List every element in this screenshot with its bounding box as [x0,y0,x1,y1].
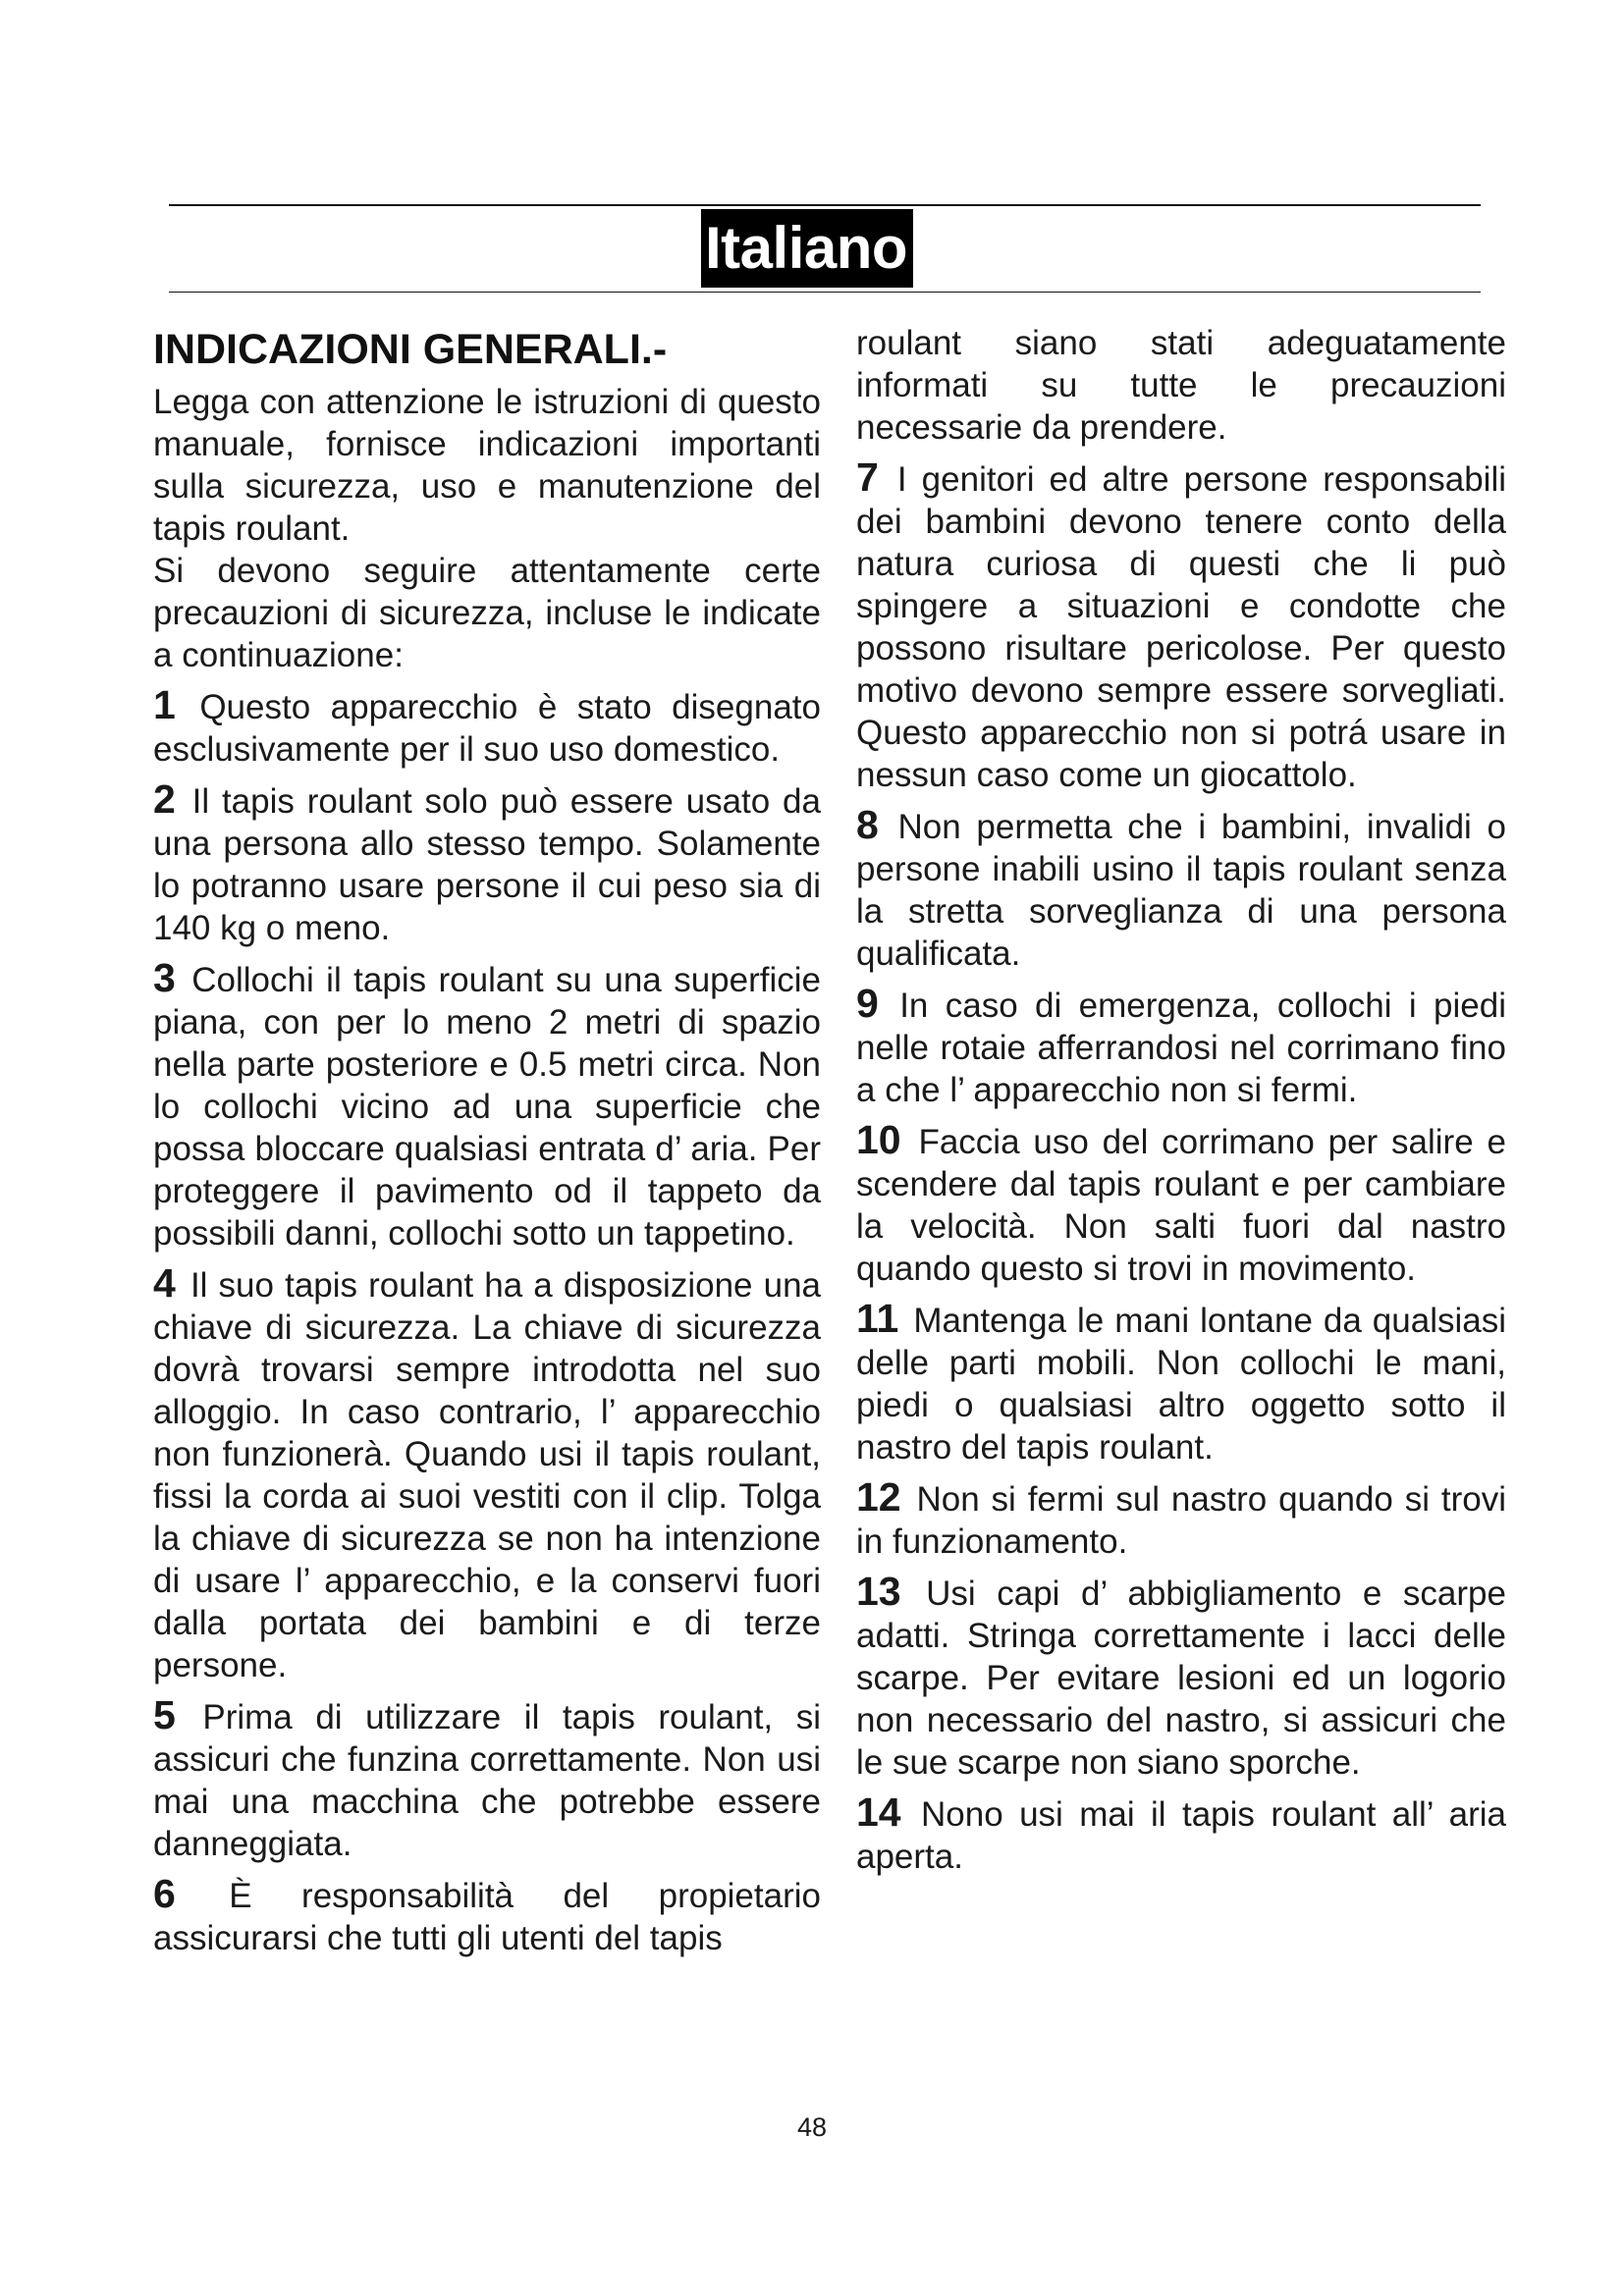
list-item [856,1791,1506,1878]
item-text: I genitori ed altre persone responsabili dei bambini devono tenere conto della natura curiosa di questi che li può spingere a situazioni e condotte che possono risultare pericolose. Per questo motivo devono sempre essere sorvegliati. Questo apparecchio non si potrá usare in nessun caso come un giocattolo. [856,460,1506,794]
item-number: 10 [856,1117,901,1162]
list-item [856,1571,1506,1784]
list-item [856,983,1506,1111]
item-continuation: roulant siano stati adeguatamente informati su tutte le precauzioni necessarie da prendere. [856,324,1506,447]
item-text: Usi capi d’ abbigliamento e scarpe adatti. Stringa correttamente i lacci delle scarpe. Per evitare lesioni ed un logorio non necessario del nastro, si assicuri che le sue scarpe non siano sporche. [856,1575,1506,1782]
list-item [856,1298,1506,1468]
item-text: Questo apparecchio è stato disegnato esclusivamente per il suo uso domestico. [153,688,821,769]
item-text: Non permetta che i bambini, invalidi o persone inabili usino il tapis roulant senza la stretta sorveglianza di una persona qualificata. [856,808,1506,973]
item-number: 9 [856,981,879,1026]
item-text: Non si fermi sul nastro quando si trovi in funzionamento. [856,1480,1506,1561]
list-item [153,778,821,949]
header-rule-bottom [169,292,1481,293]
item-number: 2 [153,776,176,822]
header-rule-top [169,204,1481,206]
item-number: 4 [153,1260,176,1306]
list-item [153,1873,821,1959]
item-text: Il tapis roulant solo può essere usato da una persona allo stesso tempo. Solamente lo potranno usare persone il cui peso sia di 140 kg o meno. [153,782,821,947]
item-number: 5 [153,1692,176,1737]
item-number: 13 [856,1569,901,1614]
list-item [153,957,821,1255]
language-title: Italiano [701,209,913,288]
item-number: 11 [856,1296,899,1341]
intro-paragraph: Legga con attenzione le istruzioni di questo manuale, fornisce indicazioni importanti sulla sicurezza, uso e manutenzione del tapis roulant. [153,383,821,548]
item-text: Collochi il tapis roulant su una superficie piana, con per lo meno 2 metri di spazio nella parte posteriore e 0.5 metri circa. Non lo collochi vicino ad una superficie che possa bloccare qualsiasi entrata d’ aria. Per proteggere il pavimento od il tappeto da possibili danni, collochi sotto un tappetino. [153,961,821,1253]
item-number: 3 [153,955,176,1000]
list-item [153,1262,821,1686]
list-item [153,684,821,771]
item-number: 6 [153,1871,176,1916]
list-item [856,456,1506,796]
list-item [856,804,1506,975]
item-number: 12 [856,1474,901,1520]
page-number: 48 [796,2112,828,2142]
intro-paragraph: Si devono seguire attentamente certe precauzioni di sicurezza, incluse le indicate a continuazione: [153,552,821,674]
item-text: In caso di emergenza, collochi i piedi nelle rotaie afferrandosi nel corrimano fino a che l’ apparecchio non si fermi. [856,987,1506,1109]
list-item [856,1476,1506,1563]
item-number: 7 [856,454,879,500]
section-heading: INDICAZIONI GENERALI.- [153,326,668,373]
item-number: 8 [856,802,879,847]
item-number: 14 [856,1789,901,1835]
item-text: Mantenga le mani lontane da qualsiasi delle parti mobili. Non collochi le mani, piedi o qualsiasi altro oggetto sotto il nastro del tapis roulant. [856,1302,1507,1467]
list-item [153,1694,821,1865]
item-number: 1 [153,682,176,727]
list-item [856,1119,1506,1290]
left-column [153,322,821,1959]
item-text: È responsabilità del propietario assicurarsi che tutti gli utenti del tapis [153,1877,821,1957]
item-text: Prima di utilizzare il tapis roulant, si assicuri che funzina correttamente. Non usi mai una macchina che potrebbe essere danneggiata. [153,1698,821,1863]
item-text: Il suo tapis roulant ha a disposizione una chiave di sicurezza. La chiave di sicurezza dovrà trovarsi sempre introdotta nel suo alloggio. In caso contrario, l’ apparecchio non funzionerà. Quando usi il tapis roulant, fissi la corda ai suoi vestiti con il clip. Tolga la chiave di sicurezza se non ha intenzione di usare l’ apparecchio, e la conservi fuori dalla portata dei bambini e di terze persone. [153,1266,822,1684]
right-column [856,322,1506,1878]
item-text: Faccia uso del corrimano per salire e scendere dal tapis roulant e per cambiare la velocità. Non salti fuori dal nastro quando questo si trovi in movimento. [856,1123,1506,1288]
item-text: Nono usi mai il tapis roulant all’ aria aperta. [856,1795,1506,1876]
